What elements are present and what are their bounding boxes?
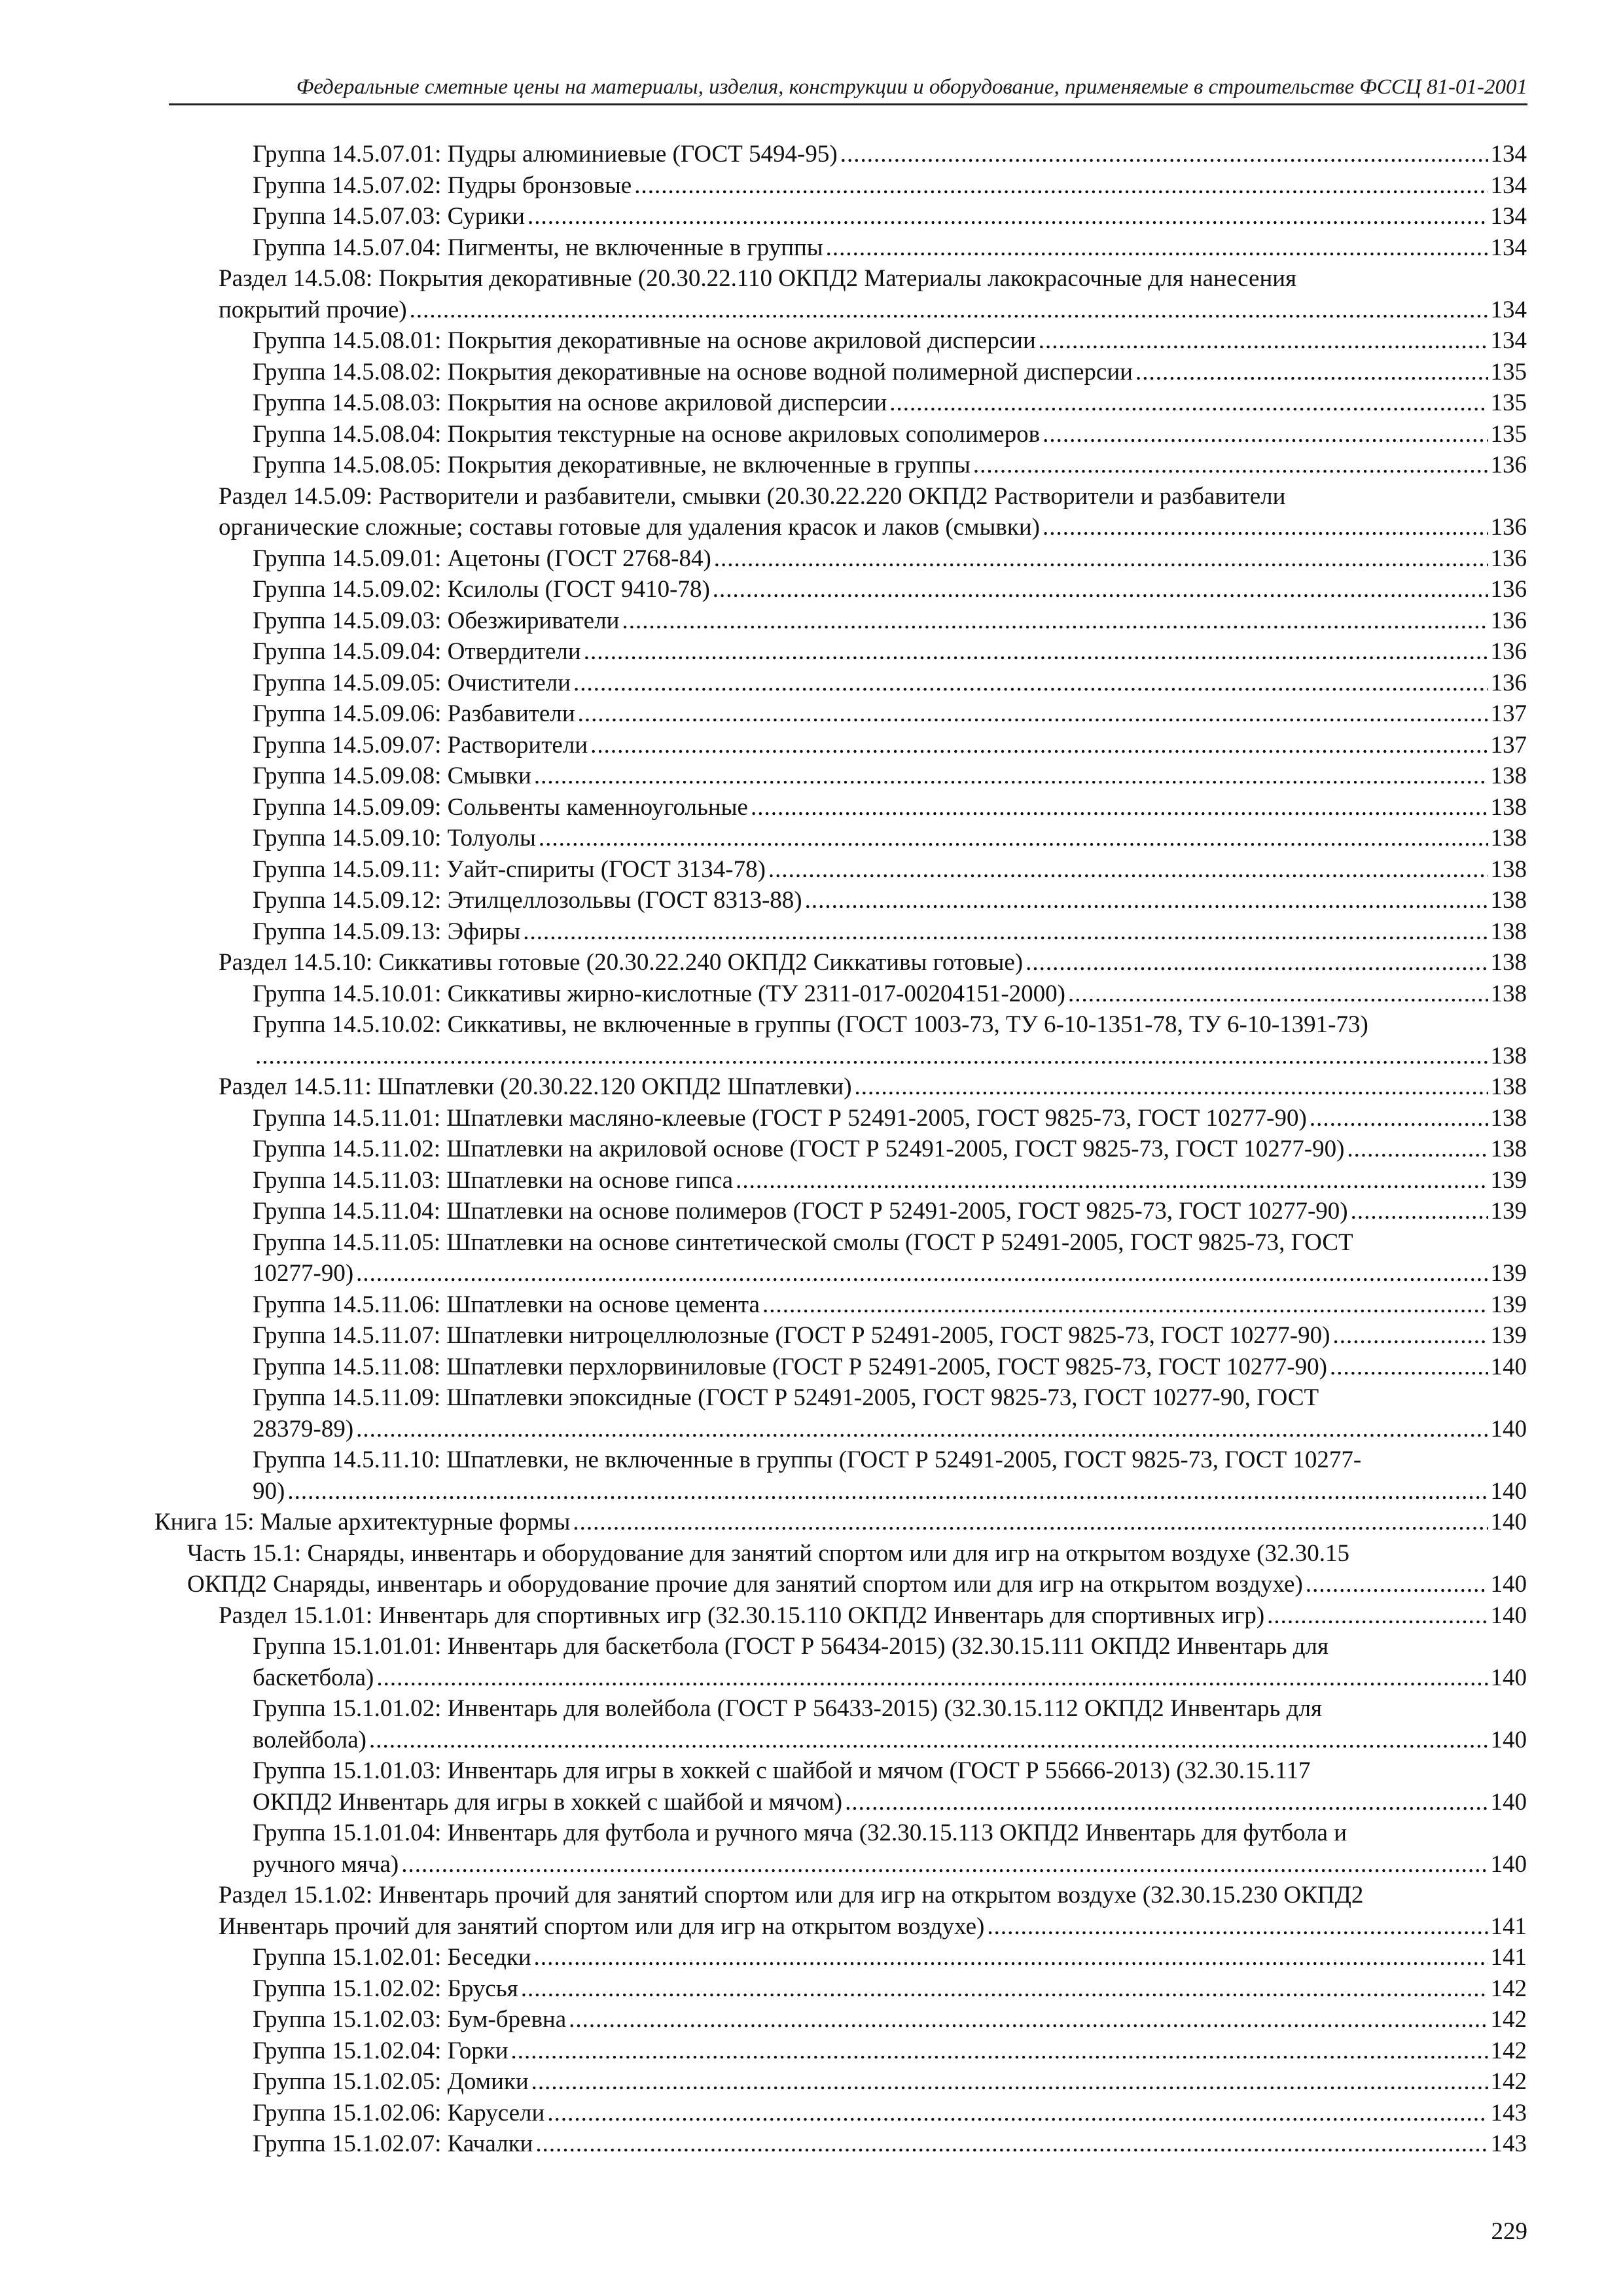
toc-entry-title-line: Группа 14.5.09.10: Толуолы — [253, 825, 536, 852]
toc-entry[interactable] — [0, 1818, 1623, 1880]
toc-entry[interactable] — [0, 139, 1623, 170]
toc-entry-title-line: Группа 14.5.09.04: Отвердители — [253, 638, 581, 665]
leader-dots — [1135, 357, 1488, 388]
toc-entry-title-line: Группа 14.5.07.02: Пудры бронзовые — [253, 171, 632, 199]
toc-entry-title-line: ОКПД2 Снаряды, инвентарь и оборудование прочие для занятий спортом или для игр на открытом воздухе) — [187, 1571, 1303, 1598]
toc-entry-title-line: Группа 14.5.09.03: Обезжириватели — [253, 607, 620, 634]
toc-entry[interactable] — [0, 170, 1623, 202]
toc-entry-page: 138 — [1490, 825, 1527, 852]
toc-entry-title-line: Группа 14.5.11.09: Шпатлевки эпоксидные (ГОСТ Р 52491-2005, ГОСТ 9825-73, ГОСТ 10277-90, ГОСТ — [253, 1384, 1319, 1411]
toc-entry-title-line: ОКПД2 Инвентарь для игры в хоккей с шайбой и мячом) — [253, 1788, 843, 1816]
leader-dots — [768, 854, 1488, 886]
toc-entry-title-line: Группа 14.5.08.01: Покрытия декоративные на основе акриловой дисперсии — [253, 327, 1036, 354]
toc-entry[interactable] — [0, 1103, 1623, 1134]
leader-dots — [713, 574, 1488, 605]
toc-entry-page: 134 — [1490, 203, 1527, 230]
leader-dots — [1267, 1600, 1488, 1632]
toc-entry-page: 143 — [1490, 2130, 1527, 2157]
toc-entry[interactable] — [0, 1973, 1623, 2005]
toc-entry[interactable] — [0, 1227, 1623, 1289]
leader-dots — [590, 730, 1488, 761]
toc-entry-title-line: Группа 14.5.08.03: Покрытия на основе акриловой дисперсии — [253, 389, 887, 416]
leader-dots — [714, 543, 1488, 575]
toc-entry-title-line: Раздел 14.5.09: Растворители и разбавители, смывки (20.30.22.220 ОКПД2 Растворители и разбавители — [219, 482, 1286, 510]
toc-entry-page: 140 — [1490, 1664, 1527, 1691]
toc-entry[interactable] — [0, 2066, 1623, 2098]
leader-dots — [634, 170, 1488, 202]
leader-dots — [535, 2128, 1488, 2160]
toc-entry-title-line: Раздел 14.5.11: Шпатлевки (20.30.22.120 ОКПД2 Шпатлевки) — [219, 1073, 852, 1100]
leader-dots — [369, 1725, 1488, 1756]
toc-entry-title-line: Группа 14.5.09.12: Этилцеллозольвы (ГОСТ 8313-88) — [253, 887, 802, 914]
toc-entry[interactable] — [0, 605, 1623, 637]
toc-entry-title-line: Группа 14.5.09.09: Сольвенты каменноугольные — [253, 793, 748, 821]
toc-entry[interactable] — [0, 792, 1623, 823]
leader-dots — [511, 2036, 1488, 2067]
toc-entry-title-line: Группа 15.1.01.02: Инвентарь для волейбола (ГОСТ Р 56433-2015) (32.30.15.112 ОКПД2 Инвентарь для — [253, 1695, 1322, 1722]
toc-entry-page: 136 — [1490, 638, 1527, 665]
leader-dots — [1330, 1352, 1488, 1383]
leader-dots — [356, 1258, 1488, 1289]
toc-entry[interactable] — [0, 201, 1623, 232]
leader-dots — [1306, 1569, 1488, 1600]
leader-dots — [826, 232, 1488, 264]
toc-entry[interactable] — [0, 885, 1623, 916]
toc-entry-title-line: Группа 15.1.02.05: Домики — [253, 2068, 529, 2095]
leader-dots — [569, 2004, 1488, 2036]
toc-entry-title-line: Группа 14.5.11.04: Шпатлевки на основе полимеров (ГОСТ Р 52491-2005, ГОСТ 9825-73, ГОСТ 10277-90) — [253, 1198, 1348, 1225]
toc-entry-title-line: Группа 14.5.11.08: Шпатлевки перхлорвиниловые (ГОСТ Р 52491-2005, ГОСТ 9825-73, ГОСТ 10277-90) — [253, 1353, 1327, 1380]
toc-entry-title-line: Группа 15.1.02.06: Карусели — [253, 2099, 545, 2126]
toc-entry[interactable] — [0, 1755, 1623, 1818]
toc-entry[interactable] — [0, 1352, 1623, 1383]
toc-entry[interactable] — [0, 1134, 1623, 1165]
toc-entry-page: 134 — [1490, 327, 1527, 354]
toc-entry-page: 136 — [1490, 514, 1527, 541]
toc-entry-page: 140 — [1490, 1571, 1527, 1598]
leader-dots — [736, 1165, 1488, 1196]
toc-entry-title-line: Группа 14.5.10.01: Сиккативы жирно-кислотные (ТУ 2311-017-00204151-2000) — [253, 980, 1065, 1007]
leader-dots — [855, 1071, 1488, 1103]
toc-entry-page: 138 — [1490, 1042, 1527, 1069]
running-header: Федеральные сметные цены на материалы, изделия, конструкции и оборудование, применяемые в строительстве ФССЦ 81-01-2001 — [169, 71, 1527, 105]
leader-dots — [889, 387, 1488, 419]
toc-entry-title-line: Раздел 14.5.08: Покрытия декоративные (20.30.22.110 ОКПД2 Материалы лакокрасочные для нанесения — [219, 265, 1297, 292]
toc-entry[interactable] — [0, 263, 1623, 325]
toc-entry-title-line: Часть 15.1: Снаряды, инвентарь и оборудование для занятий спортом или для игр на открытом воздухе (32.30.15 — [187, 1539, 1349, 1567]
leader-dots — [840, 139, 1488, 170]
toc-entry[interactable] — [0, 947, 1623, 978]
toc-entry-title-line: Группа 14.5.07.01: Пудры алюминиевые (ГОСТ 5494-95) — [253, 141, 838, 168]
toc-entry-page: 142 — [1490, 2037, 1527, 2064]
toc-entry-title-line: Группа 14.5.08.05: Покрытия декоративные, не включенные в группы — [253, 452, 971, 478]
leader-dots — [287, 1476, 1488, 1507]
leader-dots — [376, 1662, 1488, 1694]
toc-entry-page: 139 — [1490, 1166, 1527, 1194]
toc-entry-title-line: Группа 14.5.08.04: Покрытия текстурные на основе акриловых сополимеров — [253, 420, 1041, 448]
toc-entry-page: 134 — [1490, 296, 1527, 323]
toc-entry-page: 138 — [1490, 980, 1527, 1007]
toc-entry-title-line: 10277-90) — [253, 1260, 354, 1287]
leader-dots — [356, 1414, 1488, 1445]
toc-entry-page: 140 — [1490, 1353, 1527, 1380]
toc-entry-page: 136 — [1490, 607, 1527, 634]
toc-entry-page: 137 — [1490, 731, 1527, 759]
toc-entry[interactable] — [0, 1538, 1623, 1600]
toc-entry-page: 140 — [1490, 1602, 1527, 1629]
toc-entry[interactable] — [0, 1600, 1623, 1632]
toc-entry-page: 138 — [1490, 949, 1527, 976]
toc-entry[interactable] — [0, 325, 1623, 357]
toc-entry[interactable] — [0, 450, 1623, 481]
leader-dots — [973, 450, 1488, 481]
toc-entry-page: 134 — [1490, 141, 1527, 168]
toc-entry-page: 138 — [1490, 855, 1527, 883]
leader-dots — [1043, 512, 1488, 543]
leader-dots — [1332, 1320, 1488, 1352]
toc-entry-title-line: Группа 15.1.01.04: Инвентарь для футбола и ручного мяча (32.30.15.113 ОКПД2 Инвентарь для футбола и — [253, 1820, 1347, 1846]
toc-entry-page: 135 — [1490, 389, 1527, 416]
toc-entry-page: 141 — [1490, 1912, 1527, 1940]
toc-entry-page: 140 — [1490, 1509, 1527, 1535]
toc-entry-page: 140 — [1490, 1788, 1527, 1816]
toc-entry[interactable] — [0, 1382, 1623, 1444]
toc-entry-page: 136 — [1490, 669, 1527, 696]
toc-entry-title-line: Группа 14.5.08.02: Покрытия декоративные на основе водной полимерной дисперсии — [253, 358, 1133, 386]
toc-entry[interactable] — [0, 1880, 1623, 1942]
toc-entry-title-line: Группа 14.5.07.04: Пигменты, не включенные в группы — [253, 234, 823, 261]
toc-entry[interactable] — [0, 978, 1623, 1010]
toc-entry[interactable] — [0, 698, 1623, 730]
leader-dots — [539, 823, 1488, 854]
toc-entry-title-line: Раздел 15.1.02: Инвентарь прочий для занятий спортом или для игр на открытом воздухе (32.30.15.230 ОКПД2 — [219, 1882, 1364, 1909]
toc-entry[interactable] — [0, 357, 1623, 388]
toc-entry-title-line: Группа 14.5.09.02: Ксилолы (ГОСТ 9410-78) — [253, 576, 710, 603]
leader-dots — [1347, 1134, 1488, 1165]
toc-entry[interactable] — [0, 387, 1623, 419]
toc-entry[interactable] — [0, 574, 1623, 605]
toc-entry-page: 137 — [1490, 700, 1527, 727]
toc-entry[interactable] — [0, 1009, 1623, 1071]
toc-entry[interactable] — [0, 1320, 1623, 1352]
leader-dots — [1351, 1196, 1488, 1227]
leader-dots — [523, 916, 1488, 948]
toc-entry[interactable] — [0, 2128, 1623, 2160]
toc-entry[interactable] — [0, 2098, 1623, 2129]
toc-entry[interactable] — [0, 1507, 1623, 1538]
toc-entry-title-line: Группа 14.5.11.10: Шпатлевки, не включенные в группы (ГОСТ Р 52491-2005, ГОСТ 9825-73, ГОСТ 10277- — [253, 1446, 1362, 1473]
toc-entry[interactable] — [0, 1165, 1623, 1196]
leader-dots — [573, 1507, 1488, 1538]
toc-entry-page: 135 — [1490, 420, 1527, 448]
toc-entry-page: 136 — [1490, 452, 1527, 478]
page-number: 229 — [1491, 2218, 1527, 2245]
toc-entry-page: 140 — [1490, 1477, 1527, 1505]
leader-dots — [987, 1911, 1488, 1943]
leader-dots — [527, 201, 1488, 232]
toc-entry-page: 136 — [1490, 545, 1527, 572]
toc-entry-title-line: Группа 14.5.11.05: Шпатлевки на основе синтетической смолы (ГОСТ Р 52491-2005, ГОСТ 9825-73, ГОСТ — [253, 1229, 1353, 1256]
toc-entry-title-line: Группа 14.5.09.06: Разбавители — [253, 700, 575, 727]
toc-entry-page: 138 — [1490, 793, 1527, 821]
toc-entry-title-line: Группа 15.1.01.03: Инвентарь для игры в хоккей с шайбой и мячом (ГОСТ Р 55666-2013) (32.30.15.117 — [253, 1757, 1311, 1784]
leader-dots — [521, 1973, 1488, 2005]
toc-entry[interactable] — [0, 232, 1623, 264]
toc-entry-page: 138 — [1490, 887, 1527, 914]
leader-dots — [531, 2066, 1488, 2098]
toc-entry-page: 141 — [1490, 1944, 1527, 1971]
leader-dots — [534, 761, 1488, 792]
toc-entry[interactable] — [0, 2036, 1623, 2067]
toc-entry-title-line: Группа 14.5.09.08: Смывки — [253, 762, 531, 789]
toc-entry-title-line: волейбола) — [253, 1726, 366, 1753]
toc-entry-page: 140 — [1490, 1415, 1527, 1443]
toc-entry-title-line: Раздел 14.5.10: Сиккативы готовые (20.30.22.240 ОКПД2 Сиккативы готовые) — [219, 949, 1024, 976]
toc-entry-title-line: Группа 14.5.11.06: Шпатлевки на основе цемента — [253, 1291, 760, 1318]
toc-entry-title-line: Группа 14.5.09.05: Очистители — [253, 669, 571, 696]
toc-entry-title-line: Группа 14.5.11.01: Шпатлевки масляно-клеевые (ГОСТ Р 52491-2005, ГОСТ 9825-73, ГОСТ 10277-90) — [253, 1104, 1307, 1132]
leader-dots — [578, 698, 1488, 730]
toc-entry-title-line: Группа 15.1.02.04: Горки — [253, 2037, 508, 2064]
leader-dots — [573, 668, 1488, 699]
leader-dots — [534, 1942, 1488, 1973]
toc-entry-title-line: Группа 14.5.09.07: Растворители — [253, 731, 588, 759]
toc-entry-page: 138 — [1490, 762, 1527, 789]
toc-entry-title-line: покрытий прочие) — [219, 296, 407, 323]
toc-entry-page: 134 — [1490, 171, 1527, 199]
toc-entry-title-line: Группа 14.5.09.01: Ацетоны (ГОСТ 2768-84) — [253, 545, 711, 572]
toc-entry-title-line: Группа 14.5.11.03: Шпатлевки на основе гипса — [253, 1166, 734, 1194]
leader-dots — [547, 2098, 1488, 2129]
toc-entry-title-line: Группа 15.1.02.02: Брусья — [253, 1975, 518, 2002]
leader-dots — [622, 605, 1488, 637]
toc-entry[interactable] — [0, 1942, 1623, 1973]
leader-dots — [751, 792, 1488, 823]
toc-entry-page: 142 — [1490, 2006, 1527, 2033]
toc-entry-page: 139 — [1490, 1322, 1527, 1349]
toc-entry-page: 140 — [1490, 1726, 1527, 1753]
toc-entry[interactable] — [0, 481, 1623, 543]
leader-dots — [401, 1849, 1488, 1880]
toc-entry-title-line: баскетбола) — [253, 1664, 374, 1691]
leader-dots — [1068, 978, 1488, 1010]
toc-entry[interactable] — [0, 1693, 1623, 1755]
toc-entry-page: 138 — [1490, 1104, 1527, 1132]
leader-dots — [805, 885, 1488, 916]
toc-entry-page: 142 — [1490, 1975, 1527, 2002]
toc-entry[interactable] — [0, 668, 1623, 699]
toc-entry[interactable] — [0, 1631, 1623, 1693]
toc-entry-page: 136 — [1490, 576, 1527, 603]
toc-entry[interactable] — [0, 1196, 1623, 1227]
toc-entry[interactable] — [0, 823, 1623, 854]
toc-entry[interactable] — [0, 1071, 1623, 1103]
toc-entry-title-line: Раздел 15.1.01: Инвентарь для спортивных игр (32.30.15.110 ОКПД2 Инвентарь для спортивных игр) — [219, 1602, 1265, 1629]
toc-entry-title-line: Инвентарь прочий для занятий спортом или для игр на открытом воздухе) — [219, 1912, 985, 1940]
toc-entry-page: 140 — [1490, 1850, 1527, 1878]
toc-entry[interactable] — [0, 854, 1623, 886]
leader-dots — [1043, 419, 1488, 450]
toc-entry[interactable] — [0, 916, 1623, 948]
toc-entry-title-line: ручного мяча) — [253, 1850, 399, 1878]
toc-entry-title-line: Группа 14.5.09.11: Уайт-спириты (ГОСТ 3134-78) — [253, 855, 766, 883]
leader-dots — [1026, 947, 1488, 978]
toc-entry-title-line: Группа 15.1.02.03: Бум-бревна — [253, 2006, 567, 2033]
toc-entry-page: 143 — [1490, 2099, 1527, 2126]
toc-entry-title-line: Группа 14.5.07.03: Сурики — [253, 203, 525, 230]
leader-dots — [845, 1787, 1488, 1818]
toc-entry-page: 138 — [1490, 918, 1527, 945]
toc-entry-title-line: Группа 15.1.02.07: Качалки — [253, 2130, 533, 2157]
toc-entry-title-line: Группа 15.1.01.01: Инвентарь для баскетбола (ГОСТ Р 56434-2015) (32.30.15.111 ОКПД2 Инвентарь для — [253, 1633, 1329, 1660]
toc-entry-title-line: Группа 14.5.11.07: Шпатлевки нитроцеллюлозные (ГОСТ Р 52491-2005, ГОСТ 9825-73, ГОСТ 10277-90) — [253, 1322, 1330, 1349]
toc-entry-title-line: Группа 14.5.10.02: Сиккативы, не включенные в группы (ГОСТ 1003-73, ТУ 6-10-1351-78, ТУ 6-10-1391-73) — [253, 1011, 1368, 1038]
toc-entry-title-line: органические сложные; составы готовые для удаления красок и лаков (смывки) — [219, 514, 1040, 541]
toc-entry[interactable] — [0, 2004, 1623, 2036]
toc-entry-page: 135 — [1490, 358, 1527, 386]
toc-entry-page: 138 — [1490, 1136, 1527, 1162]
leader-dots — [584, 636, 1488, 668]
toc-entry[interactable] — [0, 543, 1623, 575]
toc-entry-title-line: Книга 15: Малые архитектурные формы — [154, 1509, 571, 1535]
toc-entry[interactable] — [0, 636, 1623, 668]
toc-entry-title-line: 28379-89) — [253, 1415, 354, 1443]
toc-entry[interactable] — [0, 761, 1623, 792]
leader-dots — [410, 295, 1488, 326]
toc-entry-title-line: 90) — [253, 1477, 285, 1505]
toc-entry-page: 139 — [1490, 1260, 1527, 1287]
toc-entry-page: 142 — [1490, 2068, 1527, 2095]
toc-entry-title-line: Группа 14.5.11.02: Шпатлевки на акриловой основе (ГОСТ Р 52491-2005, ГОСТ 9825-73, ГОСТ 10277-90) — [253, 1136, 1345, 1162]
leader-dots — [762, 1289, 1488, 1321]
toc-entry[interactable] — [0, 730, 1623, 761]
toc-entry[interactable] — [0, 419, 1623, 450]
toc-entry-page: 139 — [1490, 1198, 1527, 1225]
toc-entry-title-line: Группа 15.1.02.01: Беседки — [253, 1944, 531, 1971]
toc-entry[interactable] — [0, 1444, 1623, 1507]
toc-entry-page: 134 — [1490, 234, 1527, 261]
toc-entry-title-line: Группа 14.5.09.13: Эфиры — [253, 918, 521, 945]
toc-entry[interactable] — [0, 1289, 1623, 1321]
leader-dots — [255, 1041, 1488, 1072]
leader-dots — [1310, 1103, 1488, 1134]
leader-dots — [1039, 325, 1488, 357]
table-of-contents — [0, 139, 1623, 2160]
toc-entry-page: 138 — [1490, 1073, 1527, 1100]
toc-entry-page: 139 — [1490, 1291, 1527, 1318]
